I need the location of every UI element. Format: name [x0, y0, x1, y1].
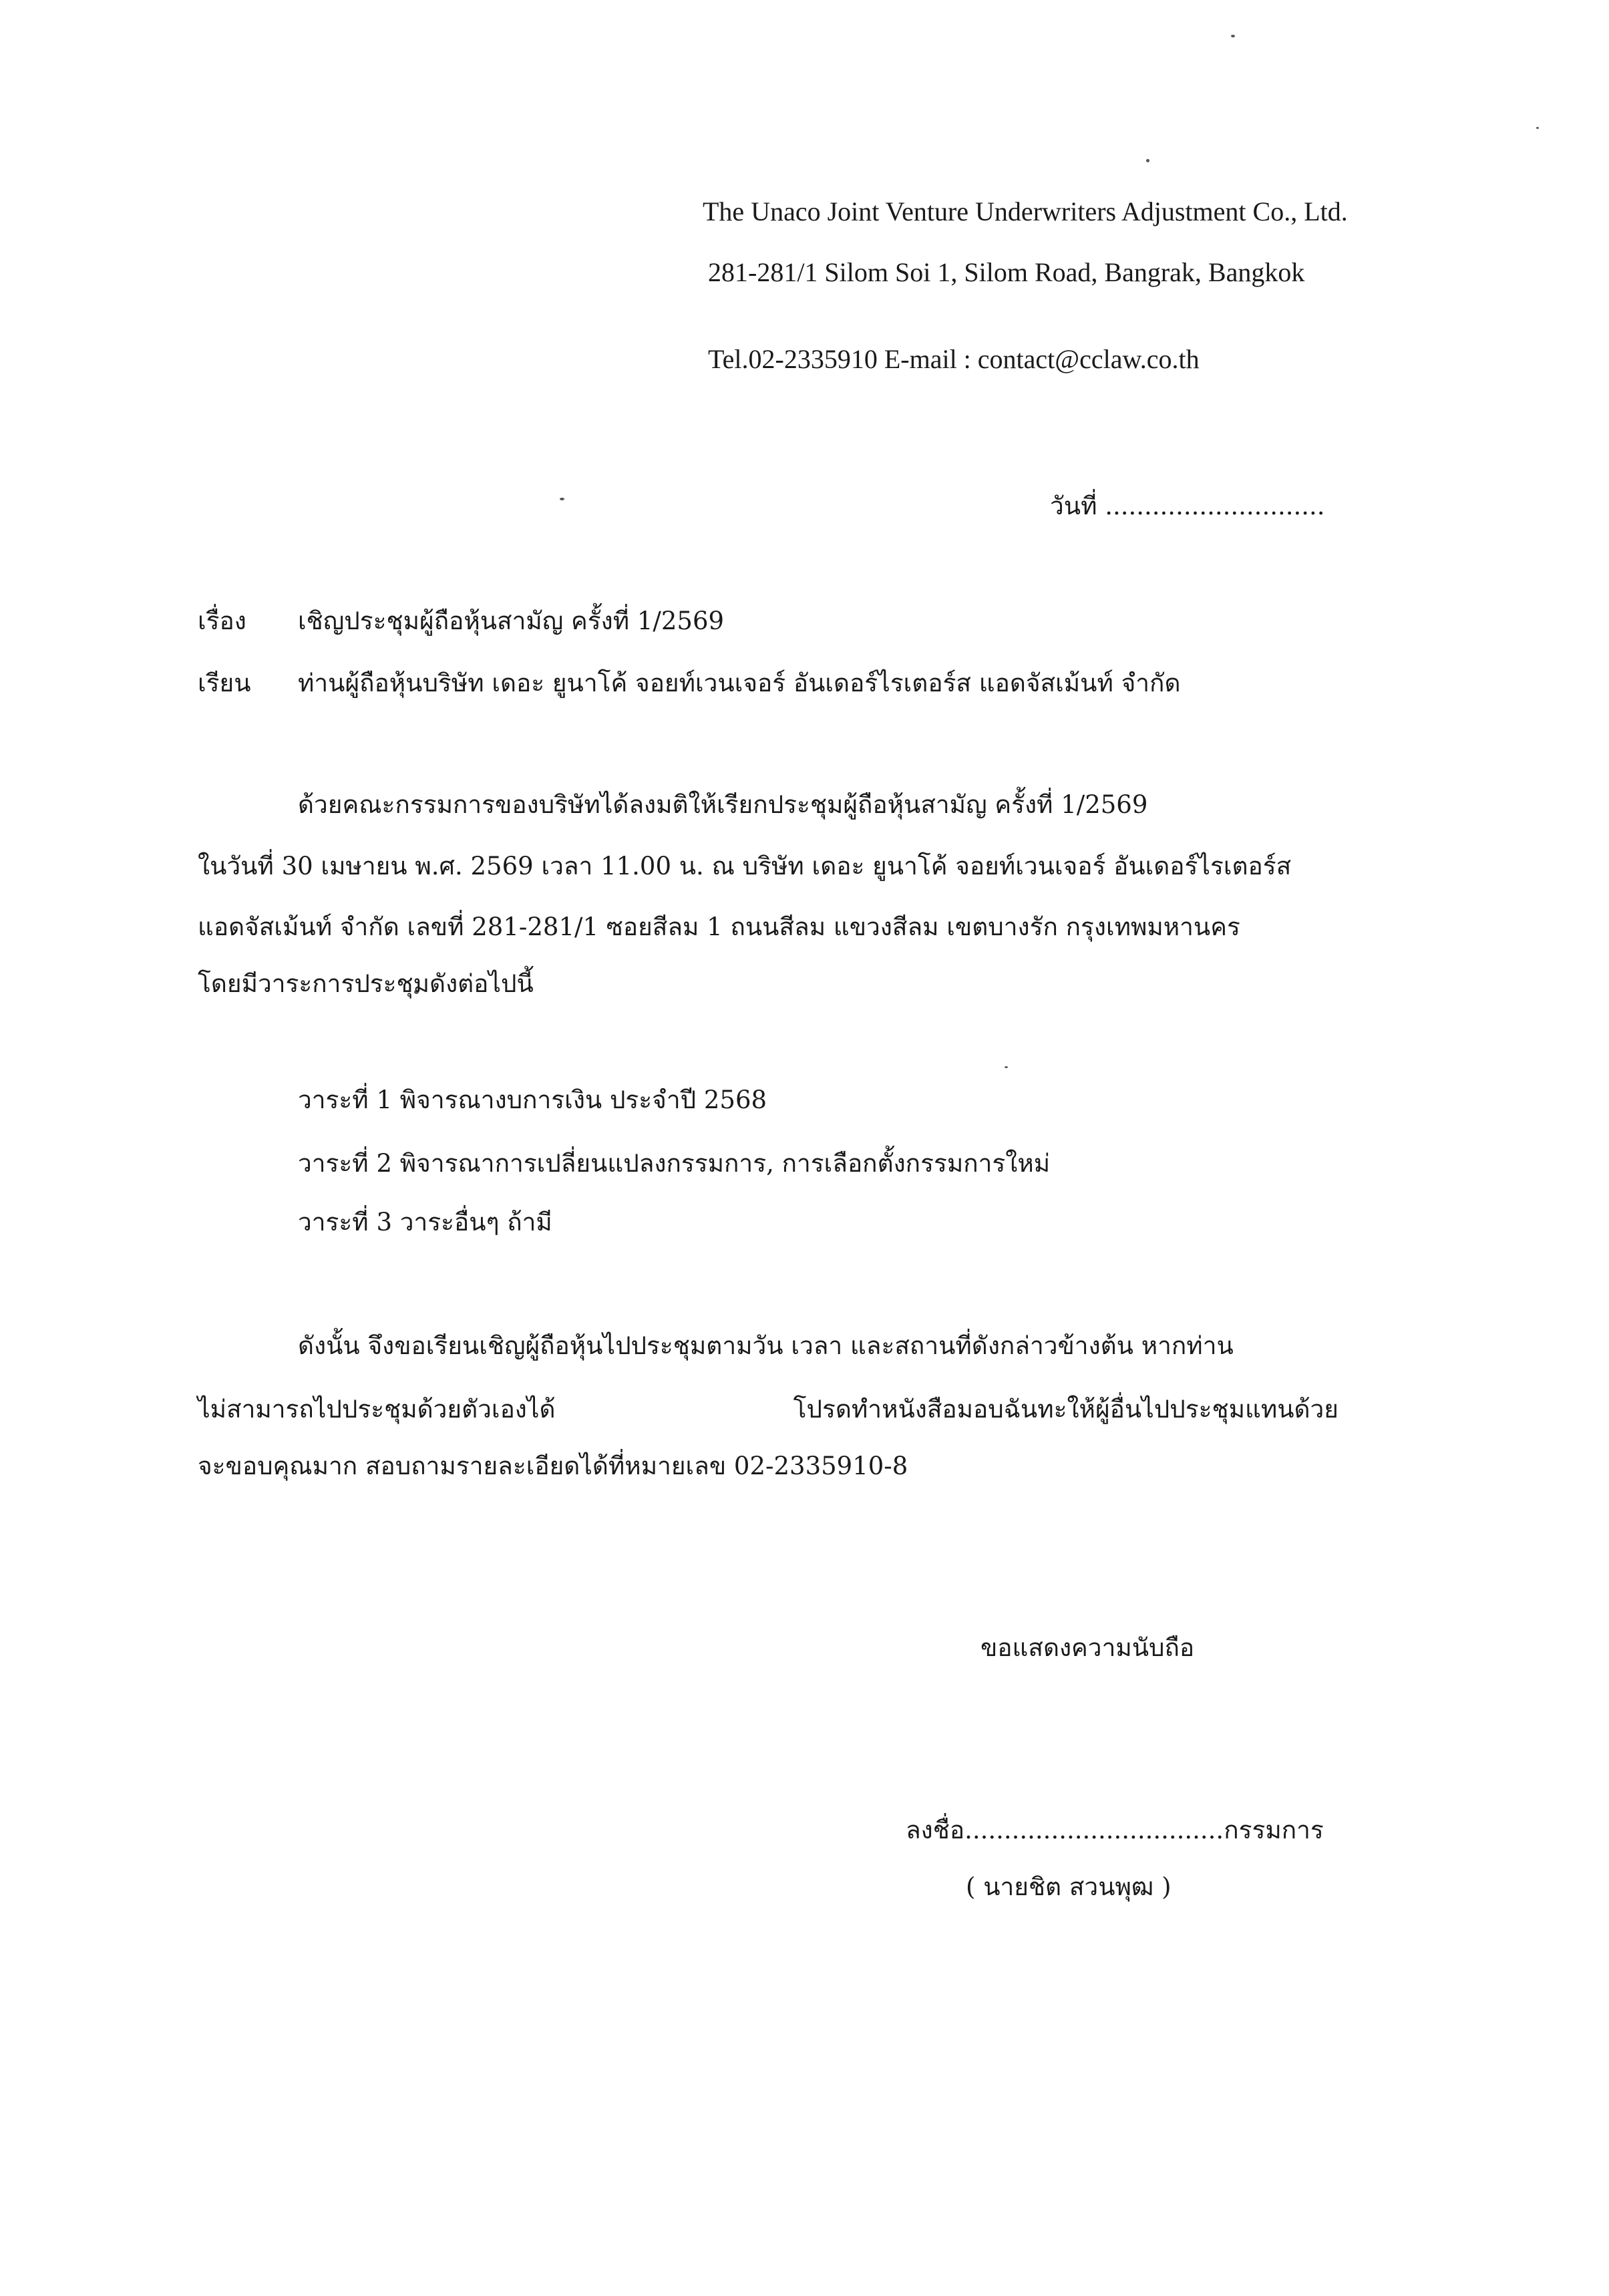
subject-text: เชิญประชุมผู้ถือหุ้นสามัญ ครั้งที่ 1/2569 [298, 607, 725, 635]
paragraph-1-line: ในวันที่ 30 เมษายน พ.ศ. 2569 เวลา 11.00 น. ณ บริษัท เดอะ ยูนาโค้ จอยท์เวนเจอร์ อันเดอร์ไรเตอร์ส [198, 852, 1292, 880]
paragraph-2-line-1: ดังนั้น จึงขอเรียนเชิญผู้ถือหุ้นไปประชุมตามวัน เวลา และสถานที่ดังกล่าวข้างต้น หากท่าน [298, 1331, 1234, 1360]
paragraph-2-line-2-right: โปรดทำหนังสือมอบฉันทะให้ผู้อื่นไปประชุมแทนด้วย [793, 1395, 1338, 1424]
date-line: วันที่ ............................ [1050, 492, 1325, 520]
company-address: 281-281/1 Silom Soi 1, Silom Road, Bangrak, Bangkok [708, 257, 1305, 287]
subject-label: เรื่อง [198, 607, 246, 635]
agenda-item-3: วาระที่ 3 วาระอื่นๆ ถ้ามี [298, 1208, 552, 1237]
scan-speck [560, 498, 564, 500]
scan-speck [1536, 127, 1539, 129]
paragraph-1-line: ด้วยคณะกรรมการของบริษัทได้ลงมติให้เรียกประชุมผู้ถือหุ้นสามัญ ครั้งที่ 1/2569 [298, 790, 1148, 819]
scan-speck [1146, 159, 1149, 162]
agenda-item-2: วาระที่ 2 พิจารณาการเปลี่ยนแปลงกรรมการ, การเลือกตั้งกรรมการใหม่ [298, 1149, 1051, 1178]
signature-line: ลงชื่อ.................................กรรมการ [906, 1816, 1324, 1844]
scan-speck [1231, 35, 1235, 37]
closing: ขอแสดงความนับถือ [980, 1633, 1195, 1662]
recipient-label: เรียน [198, 669, 251, 697]
scan-speck [1005, 1066, 1008, 1068]
recipient-text: ท่านผู้ถือหุ้นบริษัท เดอะ ยูนาโค้ จอยท์เวนเจอร์ อันเดอร์ไรเตอร์ส แอดจัสเม้นท์ จำกัด [298, 669, 1181, 697]
paragraph-2-line-2 [198, 1393, 1338, 1426]
signatory-name: ( นายชิต สวนพุฒ ) [966, 1872, 1172, 1901]
agenda-item-1: วาระที่ 1 พิจารณางบการเงิน ประจำปี 2568 [298, 1086, 767, 1114]
paragraph-1-line: แอดจัสเม้นท์ จำกัด เลขที่ 281-281/1 ซอยสีลม 1 ถนนสีลม แขวงสีลม เขตบางรัก กรุงเทพมหานคร [198, 913, 1240, 941]
company-contact: Tel.02-2335910 E-mail : contact@cclaw.co.th [708, 344, 1200, 374]
paragraph-1-line: โดยมีวาระการประชุมดังต่อไปนี้ [198, 969, 534, 998]
company-name: The Unaco Joint Venture Underwriters Adjustment Co., Ltd. [703, 196, 1348, 226]
paragraph-2-line-3: จะขอบคุณมาก สอบถามรายละเอียดได้ที่หมายเลข 02-2335910-8 [198, 1452, 908, 1480]
paragraph-2-line-2-left: ไม่สามารถไปประชุมด้วยตัวเองได้ [198, 1395, 556, 1424]
